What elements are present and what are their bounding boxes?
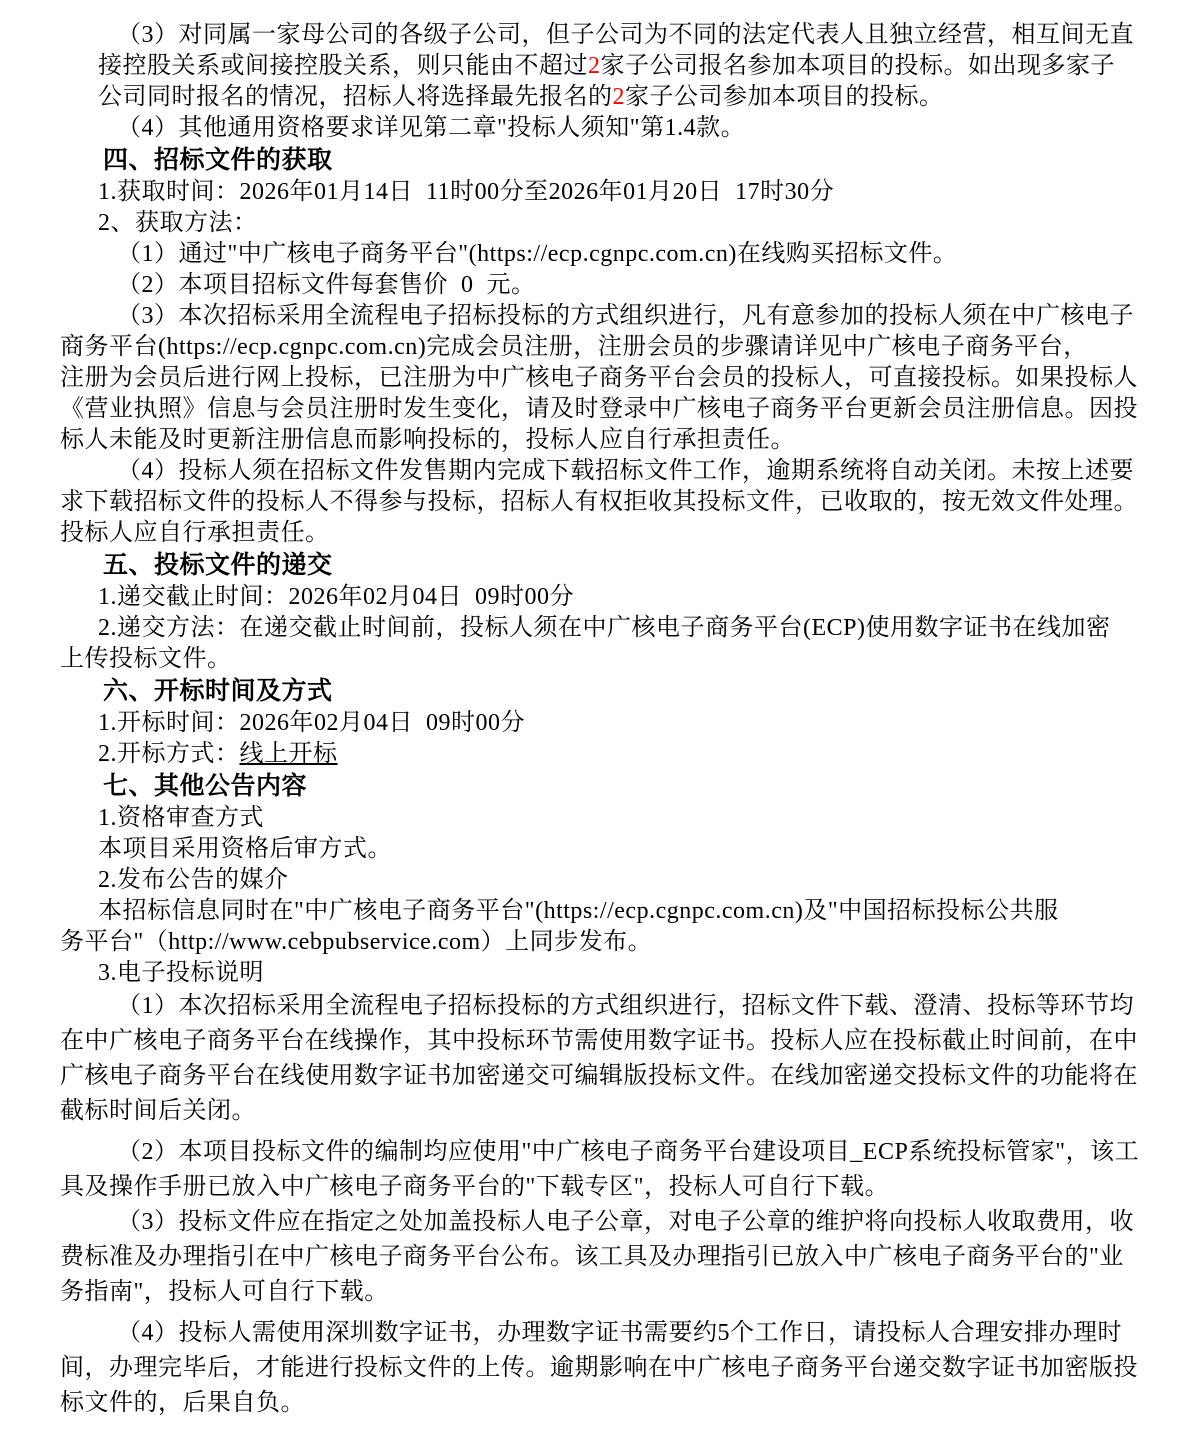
text-segment: （3）对同属一家母公司的各级子公司，但子公司为不同的法定代表人且独立经营，相互间无直 <box>117 22 1134 48</box>
text-line <box>60 363 1175 394</box>
text-line <box>60 613 1175 644</box>
text-line <box>60 82 1175 113</box>
text-line <box>60 51 1175 82</box>
text-segment: 1.递交截止时间：2026年02月04日 09时00分 <box>98 584 574 610</box>
text-line <box>60 239 1175 270</box>
text-segment: 1.获取时间：2026年01月14日 11时00分至2026年01月20日 17时30分 <box>98 179 835 205</box>
text-line <box>60 927 1175 958</box>
text-line <box>60 425 1175 456</box>
text-segment: 四、招标文件的获取 <box>103 147 333 174</box>
text-segment: 接控股关系或间接控股关系，则只能由不超过 <box>98 53 588 79</box>
text-segment: 本招标信息同时在"中广核电子商务平台"(https://ecp.cgnpc.com.cn)及"中国招标投标公共服 <box>98 898 1059 924</box>
text-line <box>60 1316 1175 1351</box>
text-segment: 家子公司参加本项目的投标。 <box>625 84 944 110</box>
text-segment: （4）投标人须在招标文件发售期内完成下载招标文件工作，逾期系统将自动关闭。未按上述要 <box>117 458 1134 484</box>
text-line <box>60 958 1175 989</box>
text-line <box>60 518 1175 549</box>
text-segment: 间，办理完毕后，才能进行投标文件的上传。逾期影响在中广核电子商务平台递交数字证书加密版投 <box>60 1355 1138 1381</box>
text-line <box>60 708 1175 739</box>
text-segment: 务平台"（http://www.cebpubservice.com）上同步发布。 <box>60 929 653 955</box>
text-segment: 2、获取方法： <box>98 210 258 236</box>
text-segment: 3.电子投标说明 <box>98 960 264 986</box>
text-line <box>60 865 1175 896</box>
text-line <box>60 1135 1175 1170</box>
text-line <box>60 487 1175 518</box>
text-segment: （1）本次招标采用全流程电子招标投标的方式组织进行，招标文件下载、澄清、投标等环节均 <box>117 993 1134 1019</box>
text-segment: （3）本次招标采用全流程电子招标投标的方式组织进行，凡有意参加的投标人须在中广核电子 <box>117 303 1134 329</box>
text-line <box>60 1059 1175 1094</box>
section-heading <box>60 144 1175 177</box>
text-segment: 家子公司报名参加本项目的投标。如出现多家子 <box>600 53 1115 79</box>
text-segment: 五、投标文件的递交 <box>103 552 333 579</box>
text-line <box>60 1240 1175 1275</box>
text-segment: （2）本项目招标文件每套售价 0 元。 <box>117 272 536 298</box>
text-line <box>60 270 1175 301</box>
text-line <box>60 456 1175 487</box>
section-heading <box>60 770 1175 803</box>
text-segment: 具及操作手册已放入中广核电子商务平台的"下载专区"，投标人可自行下载。 <box>60 1174 890 1200</box>
text-segment: 七、其他公告内容 <box>103 773 308 800</box>
text-segment: 2.发布公告的媒介 <box>98 867 289 893</box>
text-line <box>60 1386 1175 1421</box>
text-segment: 广核电子商务平台在线使用数字证书加密递交可编辑版投标文件。在线加密递交投标文件的功能将在 <box>60 1063 1138 1089</box>
text-line <box>60 582 1175 613</box>
text-segment: （4）其他通用资格要求详见第二章"投标人须知"第1.4款。 <box>117 115 746 141</box>
section-heading <box>60 549 1175 582</box>
text-segment: 公司同时报名的情况，招标人将选择最先报名的 <box>98 84 613 110</box>
text-line <box>60 113 1175 144</box>
text-line <box>60 1351 1175 1386</box>
text-segment: （3）投标文件应在指定之处加盖投标人电子公章，对电子公章的维护将向投标人收取费用，收 <box>117 1209 1134 1235</box>
text-line <box>60 644 1175 675</box>
text-segment: 六、开标时间及方式 <box>103 678 333 705</box>
text-line <box>60 1024 1175 1059</box>
highlighted-text: 2 <box>612 84 625 110</box>
text-line <box>60 1094 1175 1129</box>
text-line <box>60 394 1175 425</box>
text-line <box>60 208 1175 239</box>
text-segment: 1.资格审查方式 <box>98 805 264 831</box>
text-segment: （1）通过"中广核电子商务平台"(https://ecp.cgnpc.com.cn)在线购买招标文件。 <box>117 241 958 267</box>
text-segment: 费标准及办理指引在中广核电子商务平台公布。该工具及办理指引已放入中广核电子商务平台的"业 <box>60 1244 1124 1270</box>
text-line <box>60 1170 1175 1205</box>
text-segment: 标人未能及时更新注册信息而影响投标的，投标人应自行承担责任。 <box>60 427 795 453</box>
text-segment: 标文件的，后果自负。 <box>60 1390 305 1416</box>
text-line <box>60 834 1175 865</box>
document-body <box>60 20 1175 1421</box>
text-segment: 注册为会员后进行网上投标，已注册为中广核电子商务平台会员的投标人，可直接投标。如果投标人 <box>60 365 1138 391</box>
text-line <box>60 803 1175 834</box>
text-line <box>60 1275 1175 1310</box>
text-segment: 本项目采用资格后审方式。 <box>98 836 392 862</box>
text-line <box>60 332 1175 363</box>
text-line <box>60 1205 1175 1240</box>
text-segment: 1.开标时间：2026年02月04日 09时00分 <box>98 710 525 736</box>
text-segment: 上传投标文件。 <box>60 646 232 672</box>
underlined-text: 线上开标 <box>239 741 338 767</box>
text-segment: （2）本项目投标文件的编制均应使用"中广核电子商务平台建设项目_ECP系统投标管家"，该工 <box>117 1139 1140 1165</box>
highlighted-text: 2 <box>588 53 601 79</box>
text-line <box>60 20 1175 51</box>
text-segment: 投标人应自行承担责任。 <box>60 520 330 546</box>
text-segment: 2.开标方式： <box>98 741 240 767</box>
text-line <box>60 177 1175 208</box>
text-segment: 商务平台(https://ecp.cgnpc.com.cn)完成会员注册，注册会员的步骤请详见中广核电子商务平台， <box>60 334 1088 360</box>
section-heading <box>60 675 1175 708</box>
text-line <box>60 301 1175 332</box>
text-segment: 截标时间后关闭。 <box>60 1098 256 1124</box>
text-segment: 在中广核电子商务平台在线操作，其中投标环节需使用数字证书。投标人应在投标截止时间前，在中 <box>60 1028 1138 1054</box>
text-segment: 《营业执照》信息与会员注册时发生变化，请及时登录中广核电子商务平台更新会员注册信息。因投 <box>60 396 1138 422</box>
text-segment: （4）投标人需使用深圳数字证书，办理数字证书需要约5个工作日，请投标人合理安排办理时 <box>117 1320 1122 1346</box>
text-line <box>60 739 1175 770</box>
text-line <box>60 896 1175 927</box>
text-segment: 求下载招标文件的投标人不得参与投标，招标人有权拒收其投标文件，已收取的，按无效文件处理。 <box>60 489 1138 515</box>
text-line <box>60 989 1175 1024</box>
text-segment: 2.递交方法：在递交截止时间前，投标人须在中广核电子商务平台(ECP)使用数字证书在线加密 <box>98 615 1111 641</box>
text-segment: 务指南"，投标人可自行下载。 <box>60 1279 389 1305</box>
